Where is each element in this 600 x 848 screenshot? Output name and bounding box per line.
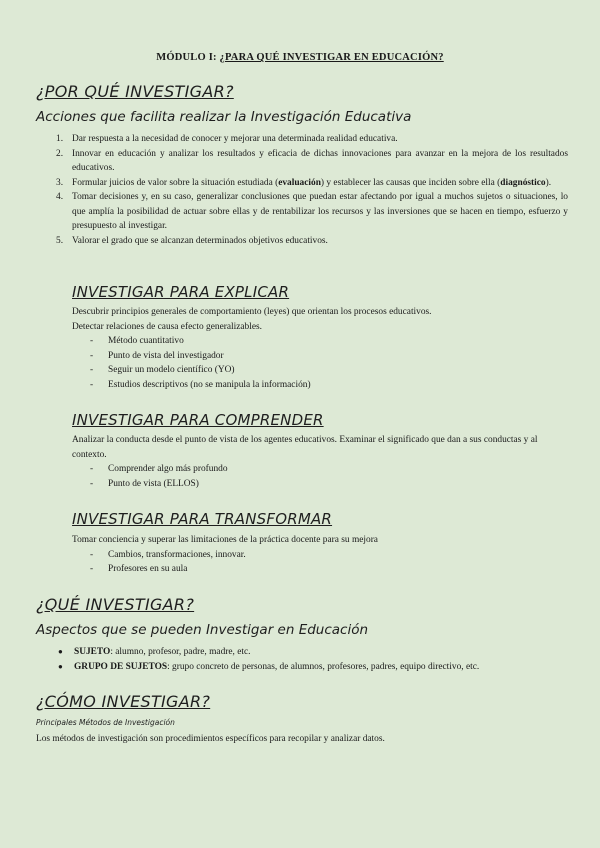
heading-why: ¿POR QUÉ INVESTIGAR? xyxy=(36,82,234,101)
list-item: - Estudios descriptivos (no se manipula la información) xyxy=(90,379,311,390)
heading-understand: INVESTIGAR PARA COMPRENDER xyxy=(72,411,324,429)
list-item: 5. Valorar el grado que se alcanzan determinados objetivos educativos. xyxy=(56,235,328,246)
list-item: 1. Dar respuesta a la necesidad de conocer y mejorar una determinada realidad educativa. xyxy=(56,134,398,144)
list-item: - Seguir un modelo científico (YO) xyxy=(90,365,235,375)
module-prefix: MÓDULO I: xyxy=(156,52,217,63)
transform-text: Tomar conciencia y superar las limitaciones de la práctica docente para su mejora - Cambios, transformaciones, innovar. - Profesores en su aula xyxy=(72,533,572,577)
how-text: Los métodos de investigación son procedimientos específicos para recopilar y analizar datos. xyxy=(36,734,385,744)
explain-text: Descubrir principios generales de comportamiento (leyes) que orientan los procesos educativos. Detectar relaciones de causa efecto generalizables. - Método cuantitativo - Punto de vista del investigador - Seguir un modelo científico (YO) - Estudios descriptivos (no se manipula la información) xyxy=(72,305,572,392)
module-title xyxy=(0,52,600,63)
bullet-icon: ● xyxy=(58,647,63,656)
list-item: 4. Tomar decisiones y, en su caso, generalizar conclusiones que puedan estar afectando por igual a muchos sujetos o situaciones, lo que amplía la posibilidad de actuar sobre ellas y de rentabilizar los recursos y las inversiones que se hacen en tiempo, esfuerzo y presupuesto al investigar. xyxy=(56,192,568,231)
subheading-what: Aspectos que se pueden Investigar en Educación xyxy=(36,622,369,638)
bullet-icon: ● xyxy=(58,661,63,671)
list-item: - Método cuantitativo xyxy=(90,336,184,346)
what-bullet-list xyxy=(38,645,568,674)
heading-how: ¿CÓMO INVESTIGAR? xyxy=(36,692,211,711)
list-item: - Cambios, transformaciones, innovar. xyxy=(90,549,246,560)
understand-dash-list xyxy=(72,462,572,491)
subheading-how: Principales Métodos de Investigación xyxy=(36,718,175,727)
understand-text: Analizar la conducta desde el punto de vista de los agentes educativos. Examinar el significado que dan a sus conductas y al contexto. - Comprender algo más profundo - Punto de vista (ELLOS) xyxy=(72,433,572,491)
heading-transform: INVESTIGAR PARA TRANSFORMAR xyxy=(72,510,333,528)
subheading-why: Acciones que facilita realizar la Investigación Educativa xyxy=(36,109,412,125)
list-item: ● GRUPO DE SUJETOS: grupo concreto de personas, de alumnos, profesores, padres, equipo directivo, etc. xyxy=(38,660,568,675)
why-list xyxy=(38,132,568,248)
list-item: - Profesores en su aula xyxy=(90,564,188,574)
list-item: 2. Innovar en educación y analizar los resultados y eficacia de dichas innovaciones para avanzar en la mejora de los resultados educativos. xyxy=(56,148,568,173)
transform-dash-list xyxy=(72,548,572,577)
heading-explain: INVESTIGAR PARA EXPLICAR xyxy=(72,283,290,301)
module-question: ¿PARA QUÉ INVESTIGAR EN EDUCACIÓN? xyxy=(219,52,444,63)
list-item: - Punto de vista (ELLOS) xyxy=(90,478,199,489)
list-item: ● SUJETO: alumno, profesor, padre, madre, etc. xyxy=(38,645,568,660)
heading-what: ¿QUÉ INVESTIGAR? xyxy=(36,595,195,614)
list-item: - Comprender algo más profundo xyxy=(90,464,228,474)
list-item: 3. Formular juicios de valor sobre la situación estudiada (evaluación) y establecer las causas que inciden sobre ella (diagnóstico). xyxy=(56,177,552,188)
list-item: - Punto de vista del investigador xyxy=(90,350,224,361)
explain-dash-list xyxy=(72,334,572,392)
